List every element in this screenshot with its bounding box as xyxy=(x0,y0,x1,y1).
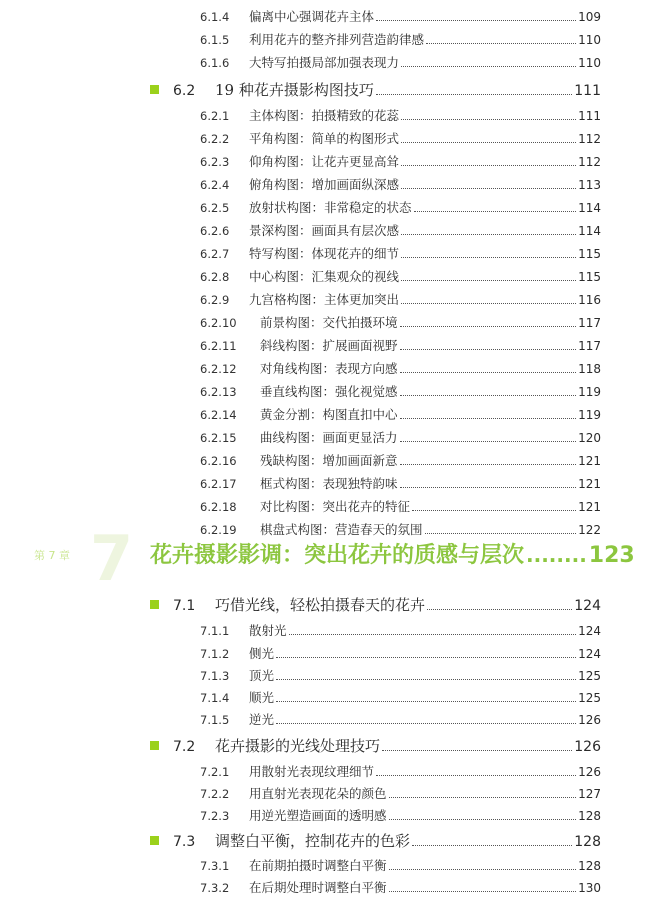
entry-title: 黄金分割：构图直扣中心 xyxy=(260,407,398,422)
dot-leader xyxy=(289,634,577,635)
entry-page: 114 xyxy=(578,201,601,215)
toc-entry[interactable] xyxy=(200,382,601,402)
dot-leader xyxy=(389,797,577,798)
entry-number: 7.1.1 xyxy=(200,624,230,638)
section-number: 7.2 xyxy=(173,739,196,755)
entry-title: 前景构图：交代拍摄环境 xyxy=(260,315,398,330)
entry-title: 在后期处理时调整白平衡 xyxy=(249,880,387,895)
entry-number: 6.2.15 xyxy=(200,431,237,445)
section-page: 128 xyxy=(574,834,601,850)
dot-leader xyxy=(412,510,576,511)
section-title: 巧借光线，轻松拍摄春天的花卉 xyxy=(215,596,426,614)
toc-entry[interactable] xyxy=(200,290,601,310)
section-number: 6.2 xyxy=(173,83,196,99)
entry-number: 7.3.2 xyxy=(200,881,230,895)
section-page: 111 xyxy=(574,83,601,99)
toc-entry[interactable] xyxy=(200,497,601,517)
entry-page: 116 xyxy=(578,293,601,307)
section-page: 126 xyxy=(574,739,601,755)
entry-page: 121 xyxy=(578,500,601,514)
entry-page: 121 xyxy=(578,477,601,491)
entry-page: 111 xyxy=(578,109,601,123)
entry-title: 偏离中心强调花卉主体 xyxy=(249,9,375,24)
entry-number: 7.2.1 xyxy=(200,765,230,779)
entry-page: 125 xyxy=(578,669,601,683)
dot-leader xyxy=(400,441,577,442)
dot-leader xyxy=(401,280,576,281)
entry-number: 6.2.17 xyxy=(200,477,237,491)
toc-entry[interactable] xyxy=(200,520,601,540)
entry-number: 6.2.18 xyxy=(200,500,237,514)
entry-title: 棋盘式构图：营造春天的氛围 xyxy=(260,522,423,537)
dot-leader xyxy=(376,94,572,95)
toc-entry[interactable] xyxy=(200,267,601,287)
dot-leader xyxy=(276,657,576,658)
entry-page: 130 xyxy=(578,881,601,895)
dot-leader xyxy=(400,464,577,465)
entry-number: 6.2.3 xyxy=(200,155,230,169)
toc-entry[interactable] xyxy=(200,644,601,664)
entry-title: 景深构图：画面具有层次感 xyxy=(249,223,400,238)
dot-leader xyxy=(401,303,576,304)
entry-page: 119 xyxy=(578,408,601,422)
dot-leader xyxy=(401,188,576,189)
entry-page: 121 xyxy=(578,454,601,468)
entry-page: 124 xyxy=(578,647,601,661)
toc-entry[interactable] xyxy=(200,359,601,379)
entry-page: 117 xyxy=(578,316,601,330)
toc-entry[interactable] xyxy=(200,474,601,494)
entry-title: 用直射光表现花朵的颜色 xyxy=(249,786,387,801)
entry-number: 7.2.2 xyxy=(200,787,230,801)
section-title: 19 种花卉摄影构图技巧 xyxy=(215,81,374,99)
entry-number: 6.2.16 xyxy=(200,454,237,468)
entry-title: 利用花卉的整齐排列营造韵律感 xyxy=(249,32,425,47)
entry-page: 119 xyxy=(578,385,601,399)
entry-page: 126 xyxy=(578,765,601,779)
entry-title: 曲线构图：画面更显活力 xyxy=(260,430,398,445)
entry-title: 用逆光塑造画面的透明感 xyxy=(249,808,387,823)
entry-title: 对比构图：突出花卉的特征 xyxy=(260,499,411,514)
dot-leader xyxy=(401,66,576,67)
entry-page: 118 xyxy=(578,362,601,376)
entry-title: 顺光 xyxy=(249,690,275,705)
dot-leader xyxy=(389,869,577,870)
toc-entry[interactable] xyxy=(200,428,601,448)
entry-page: 122 xyxy=(578,523,601,537)
toc-entry[interactable] xyxy=(200,221,601,241)
entry-title: 对角线构图：表现方向感 xyxy=(260,361,398,376)
entry-page: 113 xyxy=(578,178,601,192)
entry-number: 6.1.4 xyxy=(200,10,230,24)
entry-number: 6.2.4 xyxy=(200,178,230,192)
dot-leader xyxy=(400,326,577,327)
entry-page: 114 xyxy=(578,224,601,238)
toc-entry[interactable] xyxy=(200,688,601,708)
section-number: 7.1 xyxy=(173,598,196,614)
toc-entry[interactable] xyxy=(200,451,601,471)
entry-title: 垂直线构图：强化视觉感 xyxy=(260,384,398,399)
dot-leader xyxy=(414,211,577,212)
entry-number: 6.2.5 xyxy=(200,201,230,215)
toc-entry[interactable] xyxy=(200,30,601,50)
entry-page: 128 xyxy=(578,859,601,873)
entry-title: 主体构图：拍摄精致的花蕊 xyxy=(249,108,400,123)
toc-entry[interactable] xyxy=(200,313,601,333)
bullet-square-icon xyxy=(150,836,159,845)
entry-page: 126 xyxy=(578,713,601,727)
entry-page: 115 xyxy=(578,270,601,284)
toc-entry[interactable] xyxy=(200,152,601,172)
dot-leader xyxy=(276,723,576,724)
bullet-square-icon xyxy=(150,741,159,750)
dot-leader xyxy=(400,372,577,373)
dot-leader xyxy=(400,418,577,419)
toc-entry[interactable] xyxy=(200,405,601,425)
entry-title: 框式构图：表现独特韵味 xyxy=(260,476,398,491)
dot-leader xyxy=(401,119,576,120)
entry-page: 110 xyxy=(578,33,601,47)
section-number: 7.3 xyxy=(173,834,196,850)
entry-title: 逆光 xyxy=(249,712,275,727)
toc-entry[interactable] xyxy=(200,621,601,641)
chapter-heading[interactable] xyxy=(150,538,635,572)
dot-leader xyxy=(400,395,577,396)
entry-page: 117 xyxy=(578,339,601,353)
entry-page: 112 xyxy=(578,155,601,169)
toc-entry[interactable] xyxy=(200,106,601,126)
chapter-number-watermark: 7 xyxy=(90,522,134,595)
entry-number: 6.2.9 xyxy=(200,293,230,307)
entry-title: 放射状构图：非常稳定的状态 xyxy=(249,200,412,215)
dot-leader xyxy=(425,533,577,534)
entry-page: 110 xyxy=(578,56,601,70)
entry-title: 侧光 xyxy=(249,646,275,661)
toc-section[interactable] xyxy=(150,735,601,759)
toc-entry[interactable] xyxy=(200,336,601,356)
toc-section[interactable] xyxy=(150,594,601,618)
entry-title: 散射光 xyxy=(249,623,287,638)
entry-number: 7.1.5 xyxy=(200,713,230,727)
entry-title: 在前期拍摄时调整白平衡 xyxy=(249,858,387,873)
bullet-square-icon xyxy=(150,85,159,94)
dot-leader xyxy=(389,891,577,892)
entry-title: 中心构图：汇集观众的视线 xyxy=(249,269,400,284)
dot-leader xyxy=(401,142,576,143)
entry-page: 115 xyxy=(578,247,601,261)
section-page: 124 xyxy=(574,598,601,614)
entry-number: 6.2.6 xyxy=(200,224,230,238)
toc-entry[interactable] xyxy=(200,710,601,730)
entry-title: 特写构图：体现花卉的细节 xyxy=(249,246,400,261)
dot-leader xyxy=(389,819,577,820)
dot-leader xyxy=(401,257,576,258)
entry-page: 125 xyxy=(578,691,601,705)
entry-page: 124 xyxy=(578,624,601,638)
toc-entry[interactable] xyxy=(200,856,601,876)
toc-entry[interactable] xyxy=(200,175,601,195)
entry-number: 6.2.10 xyxy=(200,316,237,330)
dot-leader xyxy=(401,165,576,166)
dot-leader xyxy=(412,845,572,846)
entry-title: 残缺构图：增加画面新意 xyxy=(260,453,398,468)
entry-page: 127 xyxy=(578,787,601,801)
toc-section[interactable] xyxy=(150,79,601,103)
dot-leader xyxy=(400,487,577,488)
chapter-dot-leader: ........ xyxy=(526,543,587,567)
entry-page: 120 xyxy=(578,431,601,445)
toc-entry[interactable] xyxy=(200,806,601,826)
dot-leader xyxy=(382,750,572,751)
dot-leader xyxy=(401,234,576,235)
entry-title: 用散射光表现纹理细节 xyxy=(249,764,375,779)
entry-number: 7.2.3 xyxy=(200,809,230,823)
dot-leader xyxy=(276,679,576,680)
toc-entry[interactable] xyxy=(200,762,601,782)
entry-number: 6.2.13 xyxy=(200,385,237,399)
entry-number: 7.1.3 xyxy=(200,669,230,683)
entry-title: 仰角构图：让花卉更显高耸 xyxy=(249,154,400,169)
entry-page: 109 xyxy=(578,10,601,24)
entry-title: 俯角构图：增加画面纵深感 xyxy=(249,177,400,192)
section-title: 花卉摄影的光线处理技巧 xyxy=(215,737,381,755)
entry-number: 6.1.5 xyxy=(200,33,230,47)
entry-number: 6.2.12 xyxy=(200,362,237,376)
entry-title: 九宫格构图：主体更加突出 xyxy=(249,292,400,307)
entry-number: 6.2.11 xyxy=(200,339,237,353)
entry-title: 大特写拍摄局部加强表现力 xyxy=(249,55,400,70)
toc-entry[interactable] xyxy=(200,53,601,73)
entry-number: 6.2.7 xyxy=(200,247,230,261)
entry-number: 6.2.14 xyxy=(200,408,237,422)
bullet-square-icon xyxy=(150,600,159,609)
entry-title: 平角构图：简单的构图形式 xyxy=(249,131,400,146)
toc-entry[interactable] xyxy=(200,244,601,264)
entry-title: 顶光 xyxy=(249,668,275,683)
entry-number: 6.2.8 xyxy=(200,270,230,284)
toc-entry[interactable] xyxy=(200,666,601,686)
toc-entry[interactable] xyxy=(200,878,601,898)
entry-number: 7.1.4 xyxy=(200,691,230,705)
toc-entry[interactable] xyxy=(200,198,601,218)
entry-page: 128 xyxy=(578,809,601,823)
dot-leader xyxy=(376,775,576,776)
section-title: 调整白平衡，控制花卉的色彩 xyxy=(215,832,411,850)
entry-title: 斜线构图：扩展画面视野 xyxy=(260,338,398,353)
dot-leader xyxy=(400,349,577,350)
toc-section[interactable] xyxy=(150,830,601,854)
dot-leader xyxy=(427,609,572,610)
entry-number: 6.1.6 xyxy=(200,56,230,70)
entry-number: 7.1.2 xyxy=(200,647,230,661)
toc-entry[interactable] xyxy=(200,7,601,27)
entry-number: 7.3.1 xyxy=(200,859,230,873)
toc-entry[interactable] xyxy=(200,784,601,804)
entry-number: 6.2.19 xyxy=(200,523,237,537)
chapter-page: 123 xyxy=(588,543,635,568)
entry-number: 6.2.2 xyxy=(200,132,230,146)
dot-leader xyxy=(276,701,576,702)
entry-page: 112 xyxy=(578,132,601,146)
dot-leader xyxy=(426,43,576,44)
chapter-title: 花卉摄影影调：突出花卉的质感与层次 xyxy=(150,543,525,568)
toc-entry[interactable] xyxy=(200,129,601,149)
entry-number: 6.2.1 xyxy=(200,109,230,123)
dot-leader xyxy=(376,20,576,21)
chapter-tag: 第 7 章 xyxy=(34,549,70,562)
